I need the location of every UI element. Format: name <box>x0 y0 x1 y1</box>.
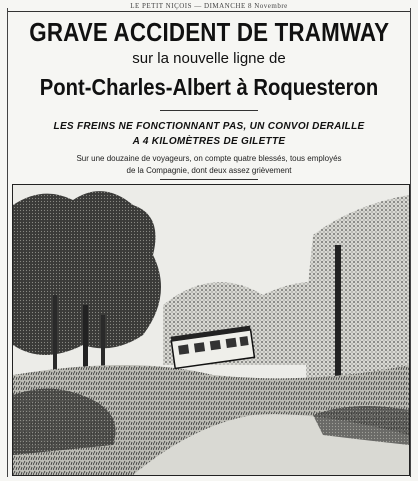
subheadline: sur la nouvelle ligne de <box>132 50 286 67</box>
deck-line-2: A 4 KILOMÈTRES DE GILETTE <box>132 136 286 147</box>
masthead: LE PETIT NIÇOIS — DIMANCHE 8 Novembre <box>130 2 288 10</box>
summary-line-1: Sur une douzaine de voyageurs, on compte quatre blessés, tous employés <box>76 154 342 163</box>
photo-divider <box>160 179 258 180</box>
right-column-rule <box>410 8 411 477</box>
summary-line-2: de la Compagnie, dont deux assez grièvement <box>126 166 292 175</box>
title-divider <box>160 110 258 111</box>
accident-photo <box>12 184 410 476</box>
accident-photo-illustration <box>13 185 409 475</box>
headline: GRAVE ACCIDENT DE TRAMWAY <box>29 17 390 47</box>
deck-line-1: LES FREINS NE FONCTIONNANT PAS, UN CONVOI DERAILLE <box>53 121 365 132</box>
left-column-rule <box>7 8 8 477</box>
route-title: Pont-Charles-Albert à Roquesteron <box>39 74 379 100</box>
top-rule <box>7 11 411 12</box>
telegraph-pole <box>335 245 341 395</box>
